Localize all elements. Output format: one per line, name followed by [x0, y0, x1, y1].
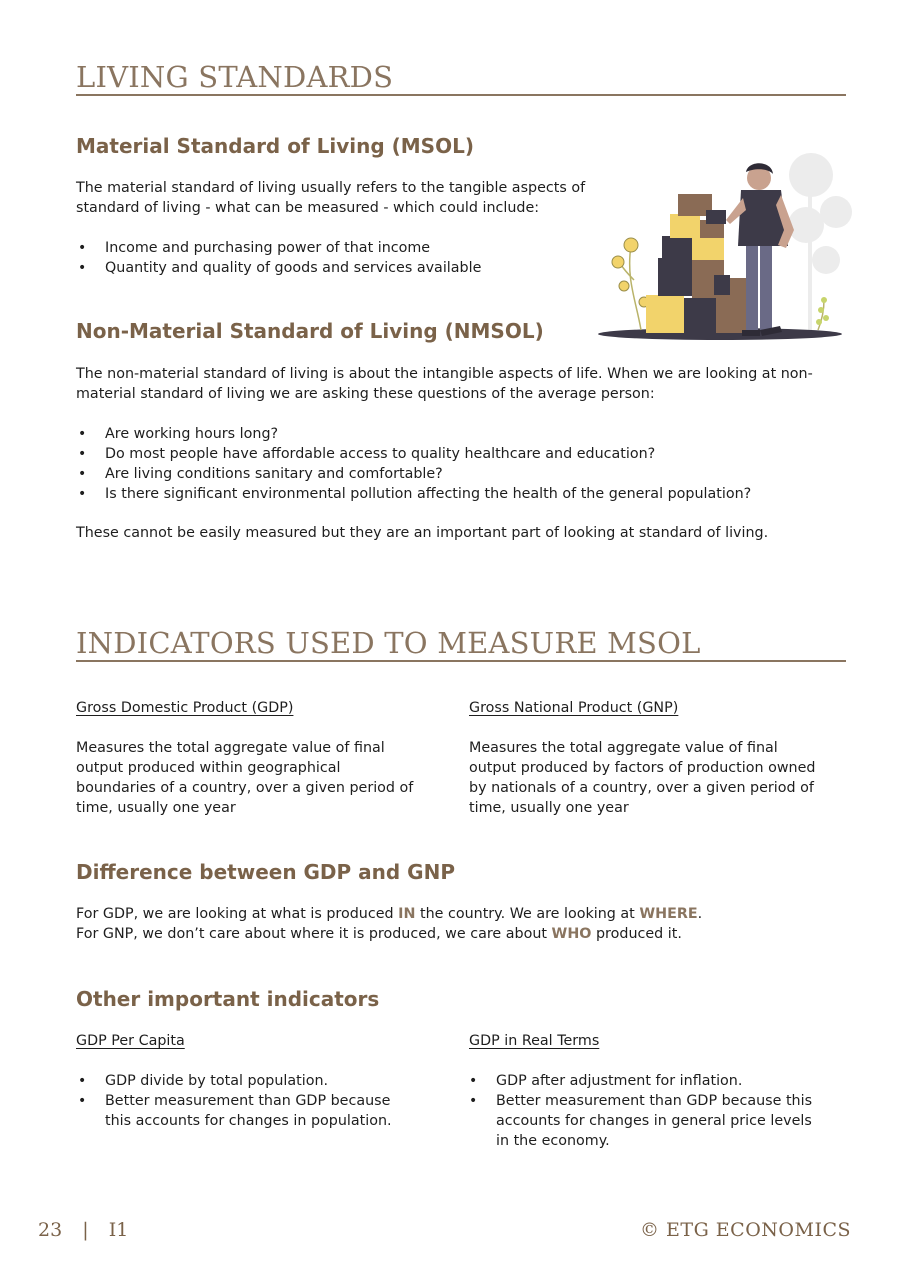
msol-intro: The material standard of living usually refers to the tangible aspects of standard of living - what can be measured - which could include:	[76, 180, 586, 216]
unit-label: I1	[108, 1219, 129, 1241]
gdp-real-terms-label: GDP in Real Terms	[469, 1033, 600, 1049]
msol-heading: Material Standard of Living (MSOL)	[76, 134, 474, 158]
gdp-per-capita-list	[76, 1071, 421, 1131]
text: the country. We are looking at	[415, 906, 640, 922]
indicators-title: INDICATORS USED TO MEASURE MSOL	[76, 626, 846, 662]
difference-line-1	[76, 904, 856, 924]
gdp-label: Gross Domestic Product (GDP)	[76, 700, 294, 716]
gdp-per-capita-label: GDP Per Capita	[76, 1033, 185, 1049]
msol-bullet-list	[76, 238, 596, 278]
man-with-boxes-illustration	[596, 150, 856, 345]
gnp-label: Gross National Product (GNP)	[469, 700, 679, 716]
nmsol-closing: These cannot be easily measured but they are an important part of looking at standard of living.	[76, 525, 769, 541]
list-item: • Income and purchasing power of that income	[76, 238, 596, 258]
highlight-in: IN	[398, 906, 416, 922]
list-item: • Do most people have affordable access to quality healthcare and education?	[76, 444, 846, 464]
gnp-definition: Measures the total aggregate value of final output produced by factors of production owned by nationals of a country, over a given period of time, usually one year	[469, 740, 816, 816]
highlight-where: WHERE	[639, 906, 698, 922]
footer-copyright: © ETG ECONOMICS	[640, 1219, 851, 1241]
gdp-definition: Measures the total aggregate value of final output produced within geographical boundaries of a country, over a given period of time, usually one year	[76, 740, 414, 816]
list-item: • Better measurement than GDP because this accounts for changes in population.	[76, 1091, 421, 1131]
list-item: • Are working hours long?	[76, 424, 846, 444]
nmsol-bullet-list	[76, 424, 846, 504]
footer-separator: |	[82, 1219, 89, 1241]
difference-line-2	[76, 924, 856, 944]
living-standards-title: LIVING STANDARDS	[76, 60, 846, 96]
list-item: • Better measurement than GDP because this accounts for changes in general price levels in the economy.	[467, 1091, 829, 1151]
footer-page-info	[38, 1219, 128, 1241]
difference-heading: Difference between GDP and GNP	[76, 860, 455, 884]
gdp-real-terms-list	[467, 1071, 829, 1151]
list-item: • Are living conditions sanitary and comfortable?	[76, 464, 846, 484]
text: For GDP, we are looking at what is produced	[76, 906, 399, 922]
highlight-who: WHO	[551, 926, 592, 942]
list-item: • Is there significant environmental pollution affecting the health of the general population?	[76, 484, 846, 504]
text: produced it.	[591, 926, 682, 942]
nmsol-heading: Non-Material Standard of Living (NMSOL)	[76, 319, 544, 343]
list-item: • GDP divide by total population.	[76, 1071, 421, 1091]
text: .	[697, 906, 703, 922]
page-number: 23	[38, 1219, 63, 1241]
nmsol-intro: The non-material standard of living is about the intangible aspects of life. When we are looking at non-material standard of living we are asking these questions of the average person:	[76, 366, 813, 402]
other-indicators-heading: Other important indicators	[76, 987, 380, 1011]
list-item: • GDP after adjustment for inflation.	[467, 1071, 829, 1091]
text: For GNP, we don’t care about where it is produced, we care about	[76, 926, 552, 942]
list-item: • Quantity and quality of goods and services available	[76, 258, 596, 278]
